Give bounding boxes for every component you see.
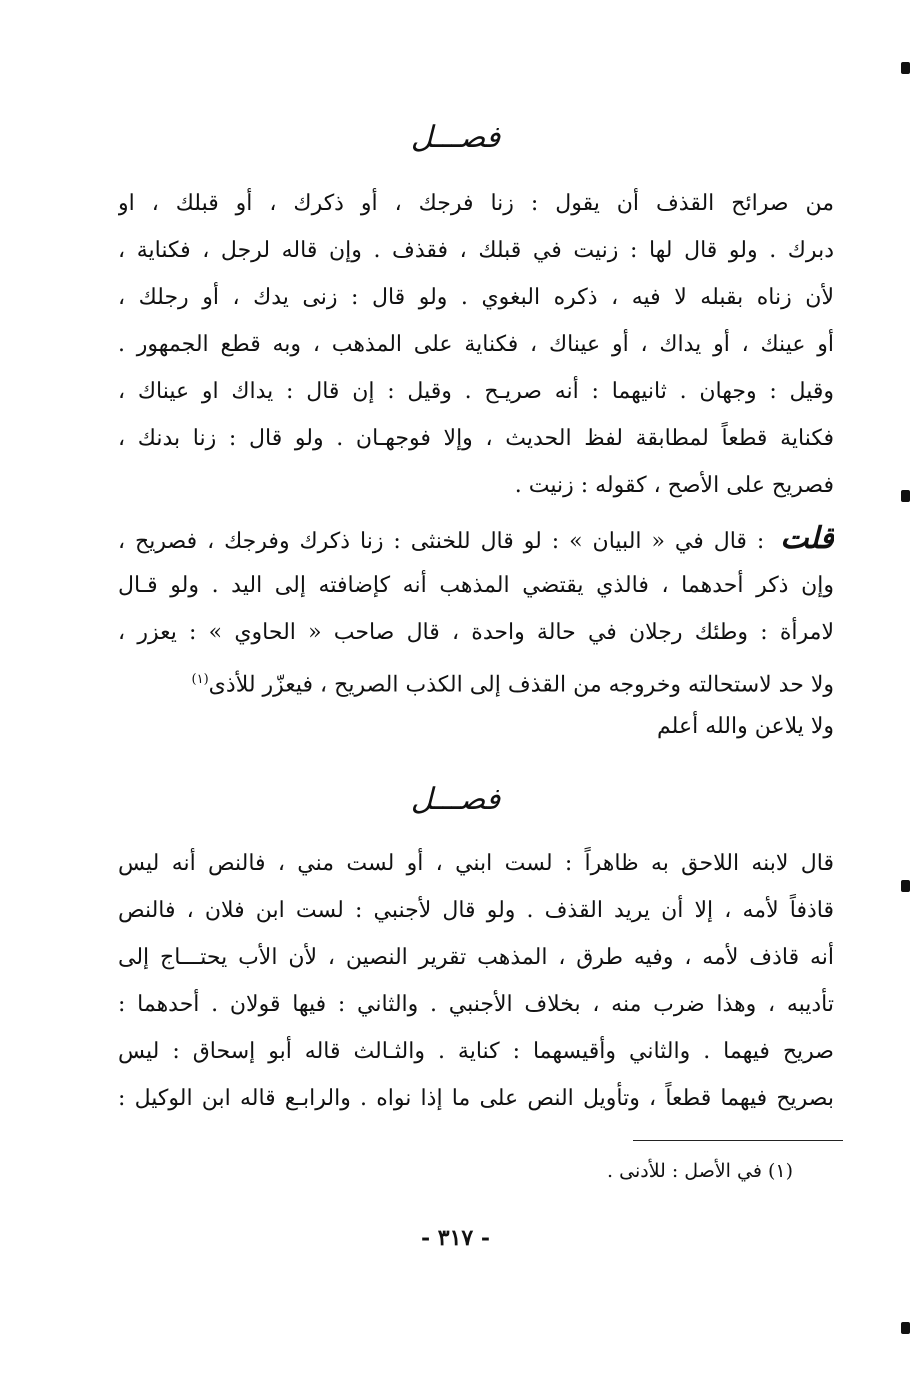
footnote-separator <box>633 1140 843 1141</box>
scan-mark <box>901 1322 910 1334</box>
text-line: من صرائح القذف أن يقول : زنا فرجك ، أو ذكرك ، أو قبلك ، او <box>118 191 834 216</box>
scan-mark <box>901 880 910 892</box>
qult-label: قلت <box>780 521 834 556</box>
qult-paragraph <box>118 515 834 750</box>
text-line: قاذفاً لأمه ، إلا أن يريد القذف . ولو قال لأجنبي : لست ابن فلان ، فالنص <box>118 898 834 923</box>
footnote-marker: (١) <box>191 672 209 687</box>
text-line: تأديبه ، وهذا ضرب منه ، بخلاف الأجنبي . والثاني : فيها قولان . أحدهما : <box>118 992 834 1017</box>
text-line: أو عينك ، أو يداك ، أو عيناك ، فكناية على المذهب ، وبه قطع الجمهور . <box>118 332 834 357</box>
text-line: فكناية قطعاً لمطابقة لفظ الحديث ، وإلا فوجهـان . ولو قال : زنا بدنك ، <box>118 426 834 451</box>
section-1-body <box>118 180 834 509</box>
section-heading-1: فصـــل <box>410 120 501 155</box>
footnote: (١) في الأصل : للأدنى . <box>607 1160 793 1182</box>
text-line: صريح فيهما . والثاني وأقيسهما : كناية . والثـالث قاله أبو إسحاق : ليس <box>118 1039 834 1064</box>
text-line: وقيل : وجهان . ثانيهما : أنه صريـح . وقيل : إن قال : يداك او عيناك ، <box>118 379 834 404</box>
qult-fn-line: ولا حد لاستحالته وخروجه من القذف إلى الكذب الصريح ، فيعزّر للأذى <box>208 672 834 698</box>
text-line <box>118 515 834 562</box>
section-2-body <box>118 840 834 1122</box>
text-line: لامرأة : وطئك رجلان في حالة واحدة ، قال صاحب « الحاوي » : يعزر ، <box>118 620 834 645</box>
text-line: لأن زناه بقبله لا فيه ، ذكره البغوي . ولو قال : زنى يدك ، أو رجلك ، <box>118 285 834 310</box>
text-line <box>118 656 834 703</box>
scan-mark <box>901 490 910 502</box>
page-number: - ٣١٧ - <box>420 1225 491 1251</box>
closing-line: ولا يلاعن والله أعلم <box>657 714 834 739</box>
scan-mark <box>901 62 910 74</box>
text-line: فصريح على الأصح ، كقوله : زنيت . <box>514 473 834 498</box>
text-line: بصريح فيهما قطعاً ، وتأويل النص على ما إذا نواه . والرابـع قاله ابن الوكيل : <box>118 1086 834 1111</box>
text-line: وإن ذكر أحدهما ، فالذي يقتضي المذهب أنه كإضافته إلى اليد . ولو قـال <box>118 573 834 598</box>
text-line: قال لابنه اللاحق به ظاهراً : لست ابني ، أو لست مني ، فالنص أنه ليس <box>118 851 834 876</box>
section-heading-2: فصـــل <box>410 782 501 817</box>
text-line: دبرك . ولو قال لها : زنيت في قبلك ، فقذف . وإن قاله لرجل ، فكناية ، <box>118 238 834 263</box>
qult-first-line: : قال في « البيان » : لو قال للخنثى : زنا ذكرك وفرجك ، فصريح ، <box>118 529 765 554</box>
text-line: أنه قاذف لأمه ، وفيه طرق ، المذهب تقرير النصين ، لأن الأب يحتـــاج إلى <box>118 945 834 970</box>
